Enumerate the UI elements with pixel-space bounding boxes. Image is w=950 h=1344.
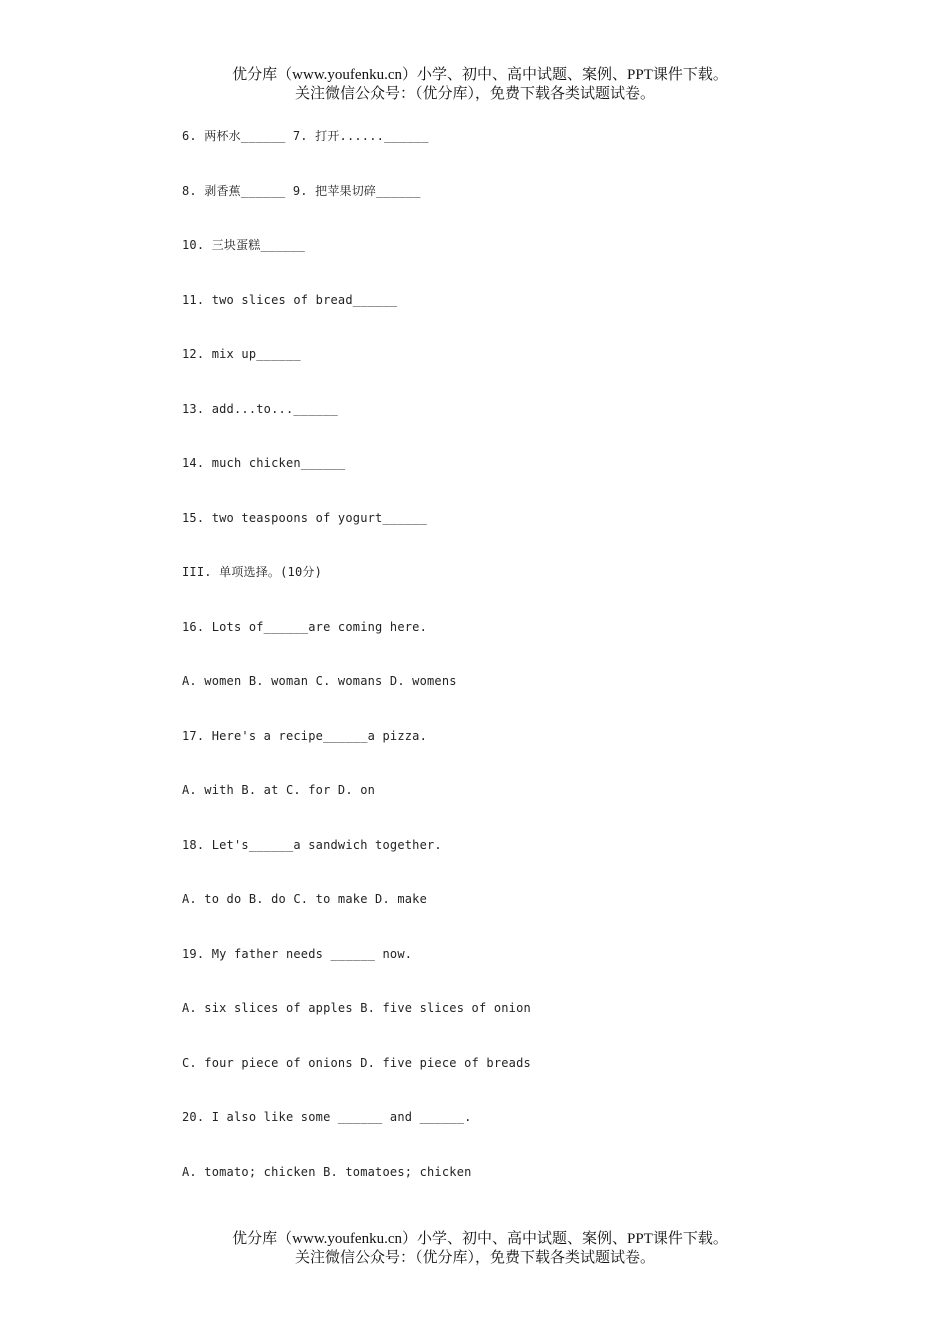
question-line: 16. Lots of______are coming here. xyxy=(182,619,428,634)
question-line: 19. My father needs ______ now. xyxy=(182,946,413,961)
exercise-content xyxy=(182,126,882,1216)
answer-options: A. to do B. do C. to make D. make xyxy=(182,892,428,906)
question-line: 20. I also like some ______ and ______. xyxy=(182,1110,472,1124)
question-line: 12. mix up______ xyxy=(182,347,301,361)
question-line: 14. much chicken______ xyxy=(182,456,346,470)
question-line: 6. 两杯水______ 7. 打开......______ xyxy=(182,129,429,143)
header-line-1: 优分库（www.youfenku.cn）小学、初中、高中试题、案例、PPT课件下载。 xyxy=(232,67,728,83)
answer-options: A. with B. at C. for D. on xyxy=(182,783,376,797)
header-line-2: 关注微信公众号：（优分库），免费下载各类试题试卷。 xyxy=(294,86,655,102)
footer-line-2: 关注微信公众号：（优分库），免费下载各类试题试卷。 xyxy=(294,1250,655,1266)
page-header xyxy=(0,66,950,104)
question-line: 10. 三块蛋糕______ xyxy=(182,238,306,252)
question-line: 13. add...to...______ xyxy=(182,401,338,416)
section-heading: III. 单项选择。(10分) xyxy=(182,565,323,579)
answer-options: C. four piece of onions D. five piece of breads xyxy=(182,1055,531,1070)
answer-options: A. women B. woman C. womans D. womens xyxy=(182,674,457,688)
footer-line-1: 优分库（www.youfenku.cn）小学、初中、高中试题、案例、PPT课件下载。 xyxy=(232,1231,728,1247)
question-line: 11. two slices of bread______ xyxy=(182,292,398,307)
question-line: 17. Here's a recipe______a pizza. xyxy=(182,728,428,743)
question-line: 18. Let's______a sandwich together. xyxy=(182,837,442,852)
answer-options: A. tomato; chicken B. tomatoes; chicken xyxy=(182,1164,472,1179)
page-footer xyxy=(0,1230,950,1268)
question-line: 15. two teaspoons of yogurt______ xyxy=(182,510,428,525)
question-line: 8. 剥香蕉______ 9. 把苹果切碎______ xyxy=(182,183,421,198)
answer-options: A. six slices of apples B. five slices of onion xyxy=(182,1001,531,1015)
